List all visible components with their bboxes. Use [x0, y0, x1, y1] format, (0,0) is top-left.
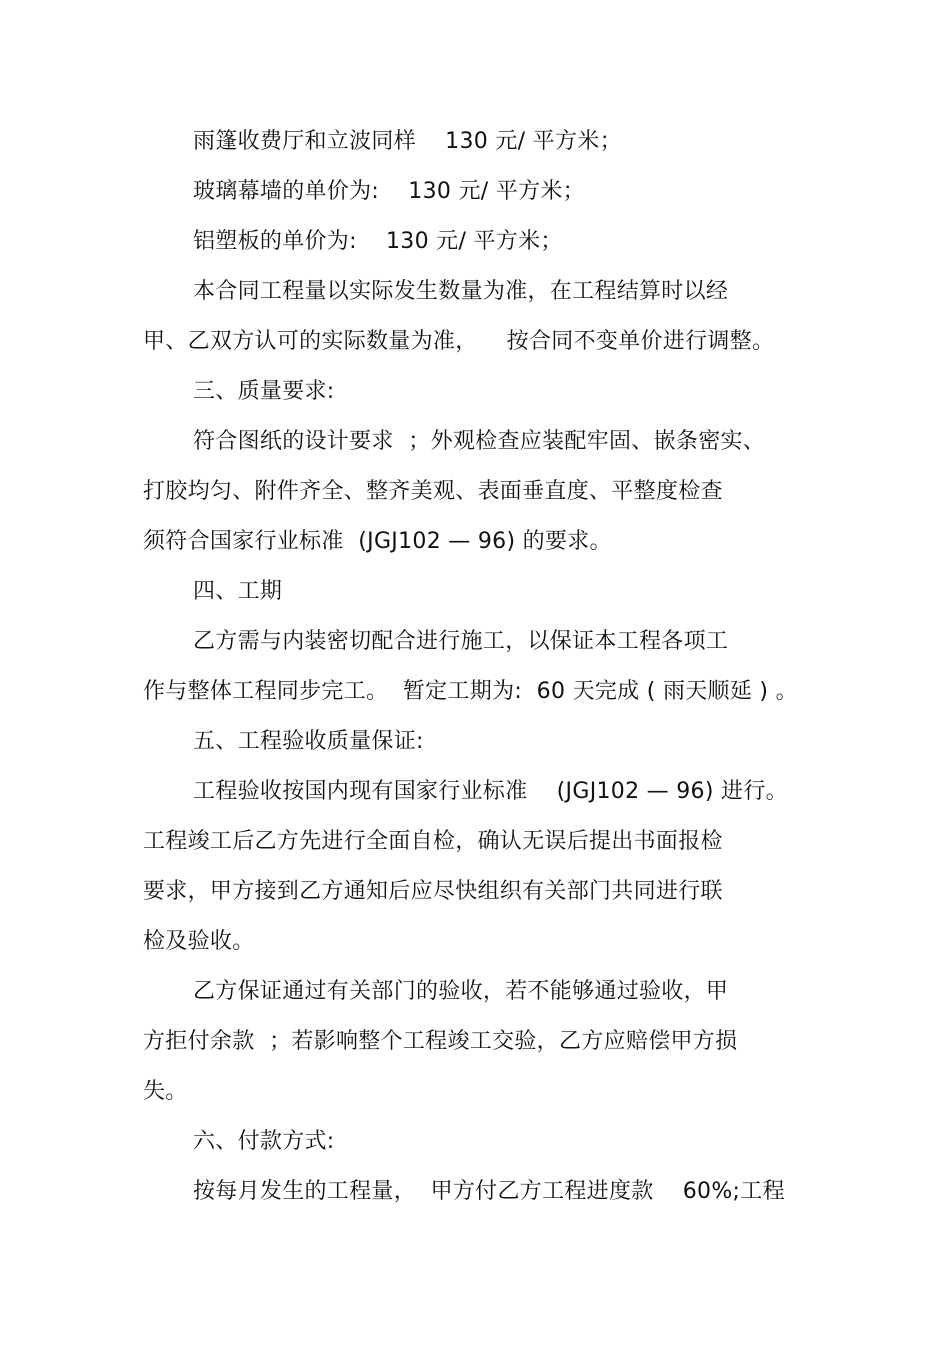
section-heading-acceptance: 五、工程验收质量保证: — [193, 729, 424, 754]
paragraph-line: 方拒付余款 ；若影响整个工程竣工交验，乙方应赔偿甲方损 — [143, 1029, 738, 1054]
price-line-aluminum-panel: 铝塑板的单价为: 130 元/ 平方米； — [193, 229, 563, 254]
price-line-curtain-wall: 玻璃幕墙的单价为: 130 元/ 平方米； — [193, 179, 585, 204]
paragraph-line: 检及验收。 — [143, 929, 255, 954]
paragraph-line: 作与整体工程同步完工。 暂定工期为: 60 天完成 ( 雨天顺延 ) 。 — [143, 679, 798, 704]
paragraph-line: 乙方保证通过有关部门的验收，若不能够通过验收，甲 — [193, 979, 729, 1004]
paragraph-line: 打胶均匀、附件齐全、整齐美观、表面垂直度、平整度检查 — [143, 479, 723, 504]
paragraph-line: 乙方需与内装密切配合进行施工，以保证本工程各项工 — [193, 629, 729, 654]
paragraph-line: 按每月发生的工程量， 甲方付乙方工程进度款 60%;工程 — [193, 1179, 785, 1204]
paragraph-line: 要求，甲方接到乙方通知后应尽快组织有关部门共同进行联 — [143, 879, 723, 904]
paragraph-line: 甲、乙双方认可的实际数量为准， 按合同不变单价进行调整。 — [143, 329, 775, 354]
paragraph-line: 须符合国家行业标准 (JGJ102 — 96) 的要求。 — [143, 529, 612, 554]
paragraph-line: 符合图纸的设计要求 ；外观检查应装配牢固、嵌条密实、 — [193, 429, 766, 454]
paragraph-line: 本合同工程量以实际发生数量为准，在工程结算时以经 — [193, 279, 729, 304]
price-line-canopy: 雨篷收费厅和立波同样 130 元/ 平方米； — [193, 129, 622, 154]
section-heading-schedule: 四、工期 — [193, 579, 283, 604]
section-heading-payment: 六、付款方式: — [193, 1129, 335, 1154]
section-heading-quality: 三、质量要求: — [193, 379, 335, 404]
paragraph-line: 工程验收按国内现有国家行业标准 (JGJ102 — 96) 进行。 — [193, 779, 788, 804]
paragraph-line: 工程竣工后乙方先进行全面自检，确认无误后提出书面报检 — [143, 829, 723, 854]
paragraph-line: 失。 — [143, 1079, 188, 1104]
